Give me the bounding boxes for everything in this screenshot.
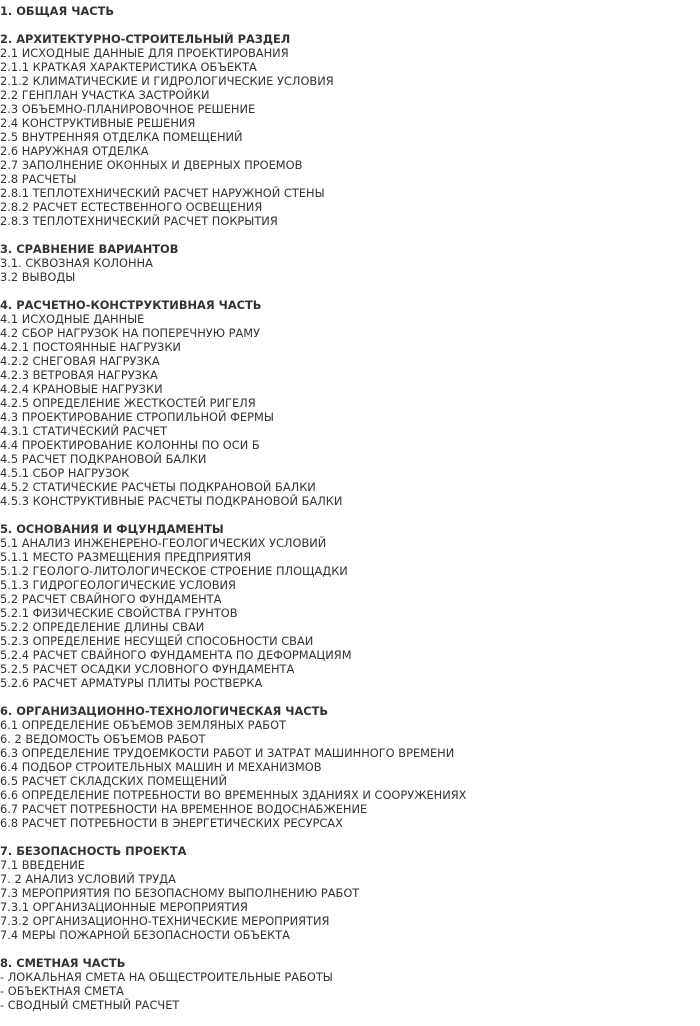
- toc-entry: 6.5 РАСЧЕТ СКЛАДСКИХ ПОМЕЩЕНИЙ: [0, 774, 228, 788]
- toc-entry: 2.4 КОНСТРУКТИВНЫЕ РЕШЕНИЯ: [0, 116, 196, 130]
- toc-entry: 4.5.1 СБОР НАГРУЗОК: [0, 466, 130, 480]
- toc-section: [0, 242, 700, 284]
- toc-entry: 4.1 ИСХОДНЫЕ ДАННЫЕ: [0, 312, 145, 326]
- toc-entry: 5.1 АНАЛИЗ ИНЖЕНЕРЕНО-ГЕОЛОГИЧЕСКИХ УСЛОВИЙ: [0, 536, 327, 550]
- toc-entry: 7.3 МЕРОПРИЯТИЯ ПО БЕЗОПАСНОМУ ВЫПОЛНЕНИЮ РАБОТ: [0, 886, 360, 900]
- toc-entry: 5.2 РАСЧЕТ СВАЙНОГО ФУНДАМЕНТА: [0, 592, 222, 606]
- toc-entry: 2.1.1 КРАТКАЯ ХАРАКТЕРИСТИКА ОБЪЕКТА: [0, 60, 257, 74]
- toc-entry: 5.1.3 ГИДРОГЕОЛОГИЧЕСКИЕ УСЛОВИЯ: [0, 578, 236, 592]
- toc-entry: 6.7 РАСЧЕТ ПОТРЕБНОСТИ НА ВРЕМЕННОЕ ВОДОСНАБЖЕНИЕ: [0, 802, 368, 816]
- toc-entry: 2.1.2 КЛИМАТИЧЕСКИЕ И ГИДРОЛОГИЧЕСКИЕ УСЛОВИЯ: [0, 74, 334, 88]
- toc-entry: 2.7 ЗАПОЛНЕНИЕ ОКОННЫХ И ДВЕРНЫХ ПРОЕМОВ: [0, 158, 303, 172]
- toc-entry: 2.6 НАРУЖНАЯ ОТДЕЛКА: [0, 144, 149, 158]
- toc-entry: 4.3 ПРОЕКТИРОВАНИЕ СТРОПИЛЬНОЙ ФЕРМЫ: [0, 410, 274, 424]
- toc-entry: 4.3.1 СТАТИЧЕСКИЙ РАСЧЕТ: [0, 424, 168, 438]
- section-heading: 6. ОРГАНИЗАЦИОННО-ТЕХНОЛОГИЧЕСКАЯ ЧАСТЬ: [0, 704, 329, 718]
- toc-entry: 2.8 РАСЧЕТЫ: [0, 172, 77, 186]
- toc-entry: 4.5.3 КОНСТРУКТИВНЫЕ РАСЧЕТЫ ПОДКРАНОВОЙ БАЛКИ: [0, 494, 343, 508]
- toc-entry: 4.2.4 КРАНОВЫЕ НАГРУЗКИ: [0, 382, 163, 396]
- toc-entry: 7.3.2 ОРГАНИЗАЦИОННО-ТЕХНИЧЕСКИЕ МЕРОПРИЯТИЯ: [0, 914, 330, 928]
- toc-section: [0, 32, 700, 228]
- section-heading: 8. СМЕТНАЯ ЧАСТЬ: [0, 956, 126, 970]
- toc-entry: - СВОДНЫЙ СМЕТНЫЙ РАСЧЕТ: [0, 998, 180, 1012]
- section-heading: 5. ОСНОВАНИЯ И ФЦУНДАМЕНТЫ: [0, 522, 224, 536]
- toc-entry: 6.6 ОПРЕДЕЛЕНИЕ ПОТРЕБНОСТИ ВО ВРЕМЕННЫХ ЗДАНИЯХ И СООРУЖЕНИЯХ: [0, 788, 467, 802]
- toc-section: [0, 844, 700, 942]
- toc-entry: 2.8.3 ТЕПЛОТЕХНИЧЕСКИЙ РАСЧЕТ ПОКРЫТИЯ: [0, 214, 278, 228]
- toc-entry: - ЛОКАЛЬНАЯ СМЕТА НА ОБЩЕСТРОИТЕЛЬНЫЕ РАБОТЫ: [0, 970, 333, 984]
- toc-entry: 6.3 ОПРЕДЕЛЕНИЕ ТРУДОЕМКОСТИ РАБОТ И ЗАТРАТ МАШИННОГО ВРЕМЕНИ: [0, 746, 455, 760]
- toc-entry: 4.5.2 СТАТИЧЕСКИЕ РАСЧЕТЫ ПОДКРАНОВОЙ БАЛКИ: [0, 480, 316, 494]
- toc-entry: 5.2.1 ФИЗИЧЕСКИЕ СВОЙСТВА ГРУНТОВ: [0, 606, 238, 620]
- toc-entry: 3.2 ВЫВОДЫ: [0, 270, 76, 284]
- toc-entry: 7.3.1 ОРГАНИЗАЦИОННЫЕ МЕРОПРИЯТИЯ: [0, 900, 248, 914]
- toc-entry: 2.8.2 РАСЧЕТ ЕСТЕСТВЕННОГО ОСВЕЩЕНИЯ: [0, 200, 263, 214]
- section-heading: 2. АРХИТЕКТУРНО-СТРОИТЕЛЬНЫЙ РАЗДЕЛ: [0, 32, 291, 46]
- table-of-contents: [0, 4, 700, 1026]
- toc-entry: 5.2.4 РАСЧЕТ СВАЙНОГО ФУНДАМЕНТА ПО ДЕФОРМАЦИЯМ: [0, 648, 352, 662]
- toc-entry: 4.2.5 ОПРЕДЕЛЕНИЕ ЖЕСТКОСТЕЙ РИГЕЛЯ: [0, 396, 256, 410]
- toc-entry: 7. 2 АНАЛИЗ УСЛОВИЙ ТРУДА: [0, 872, 176, 886]
- toc-entry: 4.2.2 СНЕГОВАЯ НАГРУЗКА: [0, 354, 160, 368]
- toc-entry: 2.5 ВНУТРЕННЯЯ ОТДЕЛКА ПОМЕЩЕНИЙ: [0, 130, 243, 144]
- toc-entry: 5.2.3 ОПРЕДЕЛЕНИЕ НЕСУЩЕЙ СПОСОБНОСТИ СВАИ: [0, 634, 314, 648]
- toc-entry: 2.2 ГЕНПЛАН УЧАСТКА ЗАСТРОЙКИ: [0, 88, 210, 102]
- toc-entry: 4.5 РАСЧЕТ ПОДКРАНОВОЙ БАЛКИ: [0, 452, 207, 466]
- toc-entry: 2.1 ИСХОДНЫЕ ДАННЫЕ ДЛЯ ПРОЕКТИРОВАНИЯ: [0, 46, 289, 60]
- toc-entry: 6.8 РАСЧЕТ ПОТРЕБНОСТИ В ЭНЕРГЕТИЧЕСКИХ РЕСУРСАХ: [0, 816, 343, 830]
- toc-entry: 4.4 ПРОЕКТИРОВАНИЕ КОЛОННЫ ПО ОСИ Б: [0, 438, 260, 452]
- toc-entry: 6.1 ОПРЕДЕЛЕНИЕ ОБЪЕМОВ ЗЕМЛЯНЫХ РАБОТ: [0, 718, 287, 732]
- toc-entry: 2.3 ОБЪЕМНО-ПЛАНИРОВОЧНОЕ РЕШЕНИЕ: [0, 102, 256, 116]
- toc-section: [0, 956, 700, 1012]
- toc-entry: 5.1.1 МЕСТО РАЗМЕЩЕНИЯ ПРЕДПРИЯТИЯ: [0, 550, 252, 564]
- toc-entry: 4.2.3 ВЕТРОВАЯ НАГРУЗКА: [0, 368, 158, 382]
- toc-entry: 7.1 ВВЕДЕНИЕ: [0, 858, 85, 872]
- toc-entry: 4.2 СБОР НАГРУЗОК НА ПОПЕРЕЧНУЮ РАМУ: [0, 326, 261, 340]
- toc-entry: 6.4 ПОДБОР СТРОИТЕЛЬНЫХ МАШИН И МЕХАНИЗМОВ: [0, 760, 322, 774]
- section-heading: 3. СРАВНЕНИЕ ВАРИАНТОВ: [0, 242, 179, 256]
- toc-entry: 2.8.1 ТЕПЛОТЕХНИЧЕСКИЙ РАСЧЕТ НАРУЖНОЙ СТЕНЫ: [0, 186, 325, 200]
- toc-entry: 4.2.1 ПОСТОЯННЫЕ НАГРУЗКИ: [0, 340, 181, 354]
- toc-entry: 5.2.6 РАСЧЕТ АРМАТУРЫ ПЛИТЫ РОСТВЕРКА: [0, 676, 263, 690]
- toc-entry: 7.4 МЕРЫ ПОЖАРНОЙ БЕЗОПАСНОСТИ ОБЪЕКТА: [0, 928, 290, 942]
- toc-entry: 5.1.2 ГЕОЛОГО-ЛИТОЛОГИЧЕСКОЕ СТРОЕНИЕ ПЛОЩАДКИ: [0, 564, 348, 578]
- toc-entry: 6. 2 ВЕДОМОСТЬ ОБЪЕМОВ РАБОТ: [0, 732, 206, 746]
- toc-entry: 5.2.5 РАСЧЕТ ОСАДКИ УСЛОВНОГО ФУНДАМЕНТА: [0, 662, 295, 676]
- section-heading: 1. ОБЩАЯ ЧАСТЬ: [0, 4, 115, 18]
- toc-entry: 3.1. СКВОЗНАЯ КОЛОННА: [0, 256, 153, 270]
- toc-entry: - ОБЪЕКТНАЯ СМЕТА: [0, 984, 124, 998]
- toc-section: [0, 4, 700, 18]
- toc-entry: 5.2.2 ОПРЕДЕЛЕНИЕ ДЛИНЫ СВАИ: [0, 620, 205, 634]
- section-heading: 7. БЕЗОПАСНОСТЬ ПРОЕКТА: [0, 844, 187, 858]
- section-heading: 4. РАСЧЕТНО-КОНСТРУКТИВНАЯ ЧАСТЬ: [0, 298, 262, 312]
- toc-section: [0, 298, 700, 508]
- toc-section: [0, 522, 700, 690]
- toc-section: [0, 704, 700, 830]
